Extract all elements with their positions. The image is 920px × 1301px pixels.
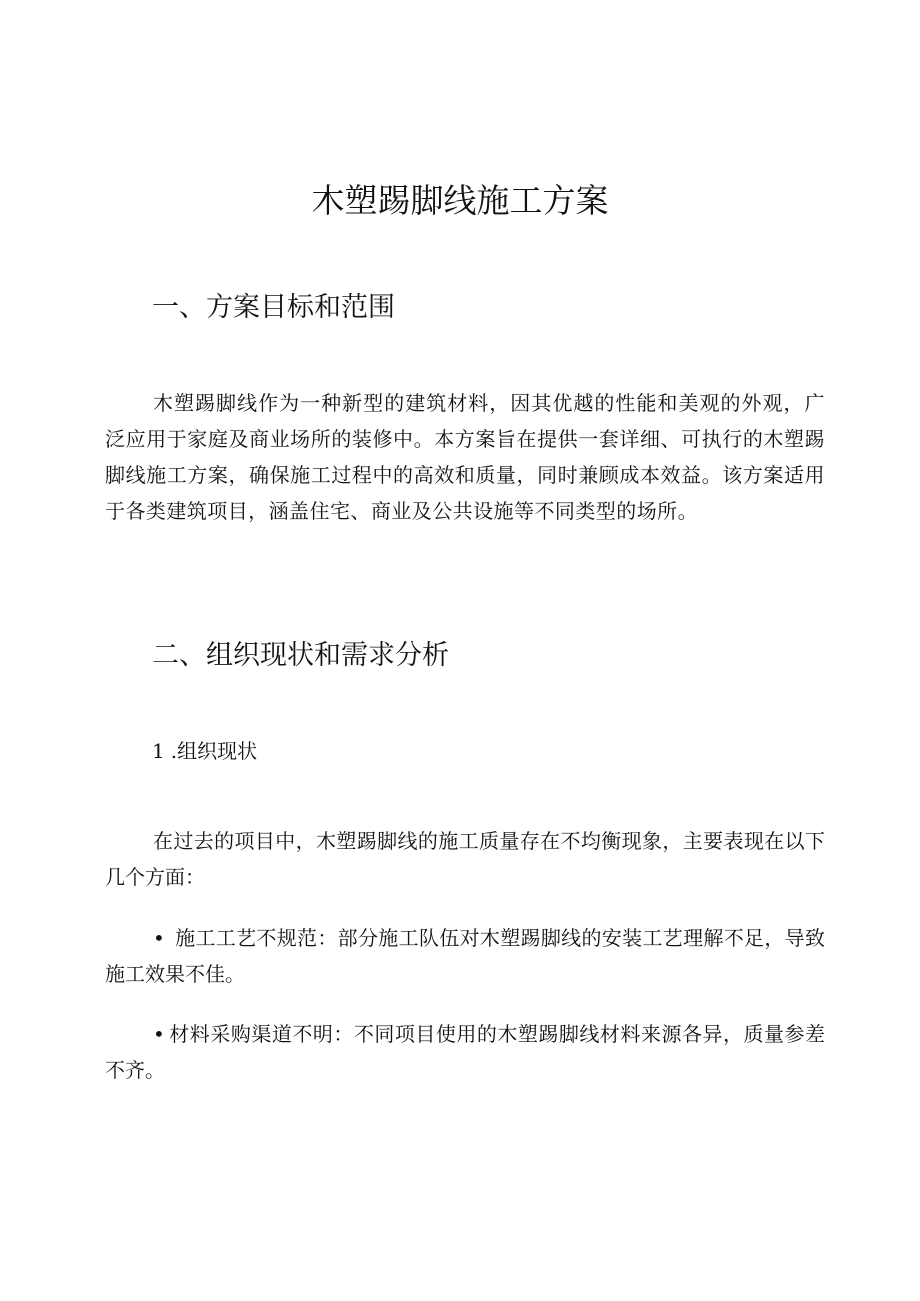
subsection-heading <box>152 733 257 769</box>
subsection-number: 1 <box>152 739 171 763</box>
bullet-text-1: 施工工艺不规范：部分施工队伍对木塑踢脚线的安装工艺理解不足，导致施工效果不佳。 <box>105 926 825 986</box>
subsection-title: .组织现状 <box>170 739 258 763</box>
bullet-icon: • <box>153 926 165 950</box>
bullet-item-1 <box>105 920 825 992</box>
bullet-icon: • <box>153 1022 165 1046</box>
section-1-paragraph: 木塑踢脚线作为一种新型的建筑材料，因其优越的性能和美观的外观，广泛应用于家庭及商业场所的装修中。本方案旨在提供一套详细、可执行的木塑踢脚线施工方案，确保施工过程中的高效和质量，同时兼顾成本效益。该方案适用于各类建筑项目，涵盖住宅、商业及公共设施等不同类型的场所。 <box>105 391 825 523</box>
section-2-heading: 二、组织现状和需求分析 <box>152 640 449 671</box>
bullet-text-2: 材料采购渠道不明：不同项目使用的木塑踢脚线材料来源各异，质量参差不齐。 <box>105 1022 825 1082</box>
document-title: 木塑踢脚线施工方案 <box>311 181 609 220</box>
section-2-intro: 在过去的项目中，木塑踢脚线的施工质量存在不均衡现象，主要表现在以下几个方面： <box>105 829 825 889</box>
bullet-item-2 <box>105 1016 825 1088</box>
section-1-heading: 一、方案目标和范围 <box>152 292 395 323</box>
